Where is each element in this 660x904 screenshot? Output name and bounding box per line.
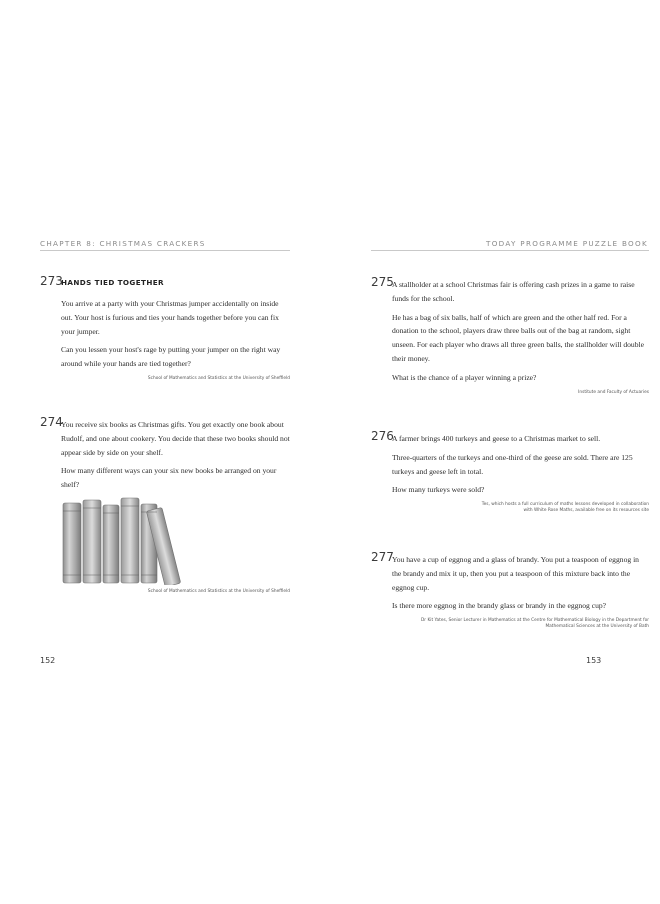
- puzzle-274: [40, 415, 290, 595]
- puzzle-number: 277: [371, 550, 394, 564]
- header-rule-right: [371, 250, 649, 251]
- running-head-right: TODAY PROGRAMME PUZZLE BOOK: [486, 239, 648, 248]
- puzzle-paragraph: You receive six books as Christmas gifts. You get exactly one book about Rudolf, and one about cookery. You decide that these two books should not appear side by side on your shelf.: [61, 420, 290, 457]
- puzzle-paragraph: What is the chance of a player winning a prize?: [392, 372, 537, 382]
- credit-line: Tes, which hosts a full curriculum of maths lessons developed in collaboration: [481, 502, 649, 508]
- puzzle-number: 276: [371, 429, 394, 443]
- page-number-right: 153: [586, 656, 602, 665]
- puzzle-credit: School of Mathematics and Statistics at the University of Sheffield: [147, 375, 290, 381]
- puzzle-paragraph: Can you lessen your host's rage by putting your jumper on the right way around while your hands are tied together?: [61, 345, 281, 369]
- puzzle-paragraph: A stallholder at a school Christmas fair is offering cash prizes in a game to raise funds for the school.: [392, 280, 635, 303]
- puzzle-paragraph: Is there more eggnog in the brandy glass or brandy in the eggnog cup?: [392, 601, 607, 611]
- puzzle-273: [40, 274, 290, 382]
- credit-line: Dr Kit Yates, Senior Lecturer in Mathematics at the Centre for Mathematical Biology in the Department for: [421, 618, 649, 624]
- puzzle-paragraph: How many turkeys were sold?: [392, 485, 485, 495]
- books-on-shelf-icon: [61, 497, 191, 585]
- puzzle-credit: [392, 618, 649, 630]
- credit-line: with White Rose Maths, available free on its resources site: [523, 508, 649, 514]
- credit-line: Mathematical Sciences at the University of Bath: [545, 624, 649, 630]
- page-number-left: 152: [40, 656, 56, 665]
- puzzle-275: [371, 275, 649, 396]
- running-head-left: CHAPTER 8: CHRISTMAS CRACKERS: [40, 239, 206, 248]
- puzzle-276: [371, 429, 649, 514]
- header-rule-left: [40, 250, 290, 251]
- puzzle-heading: HANDS TIED TOGETHER: [61, 278, 164, 287]
- puzzle-277: [371, 550, 649, 630]
- puzzle-paragraph: How many different ways can your six new books be arranged on your shelf?: [61, 466, 277, 490]
- puzzle-paragraph: Three-quarters of the turkeys and one-third of the geese are sold. There are 125 turkeys and geese left in total.: [392, 452, 633, 476]
- right-page: [330, 0, 660, 904]
- puzzle-credit: School of Mathematics and Statistics at the University of Sheffield: [147, 588, 290, 594]
- puzzle-number: 273: [40, 274, 63, 288]
- puzzle-number: 275: [371, 275, 394, 289]
- puzzle-paragraph: You arrive at a party with your Christmas jumper accidentally on inside out. Your host is furious and ties your hands together before you can fix your jumper.: [61, 299, 279, 336]
- puzzle-credit: Institute and Faculty of Actuaries: [578, 389, 649, 395]
- puzzle-paragraph: A farmer brings 400 turkeys and geese to a Christmas market to sell.: [392, 434, 601, 443]
- puzzle-number: 274: [40, 415, 63, 429]
- puzzle-paragraph: He has a bag of six balls, half of which are green and the other half red. For a donation to the school, players draw three balls out of the bag at random, sight unseen. For each player who draws all three green balls, the stallholder will double their money.: [392, 312, 644, 363]
- puzzle-paragraph: You have a cup of eggnog and a glass of brandy. You put a teaspoon of eggnog in the brandy and mix it up, then you put a teaspoon of this mixture back into the eggnog cup.: [392, 555, 639, 592]
- puzzle-credit: [392, 502, 649, 514]
